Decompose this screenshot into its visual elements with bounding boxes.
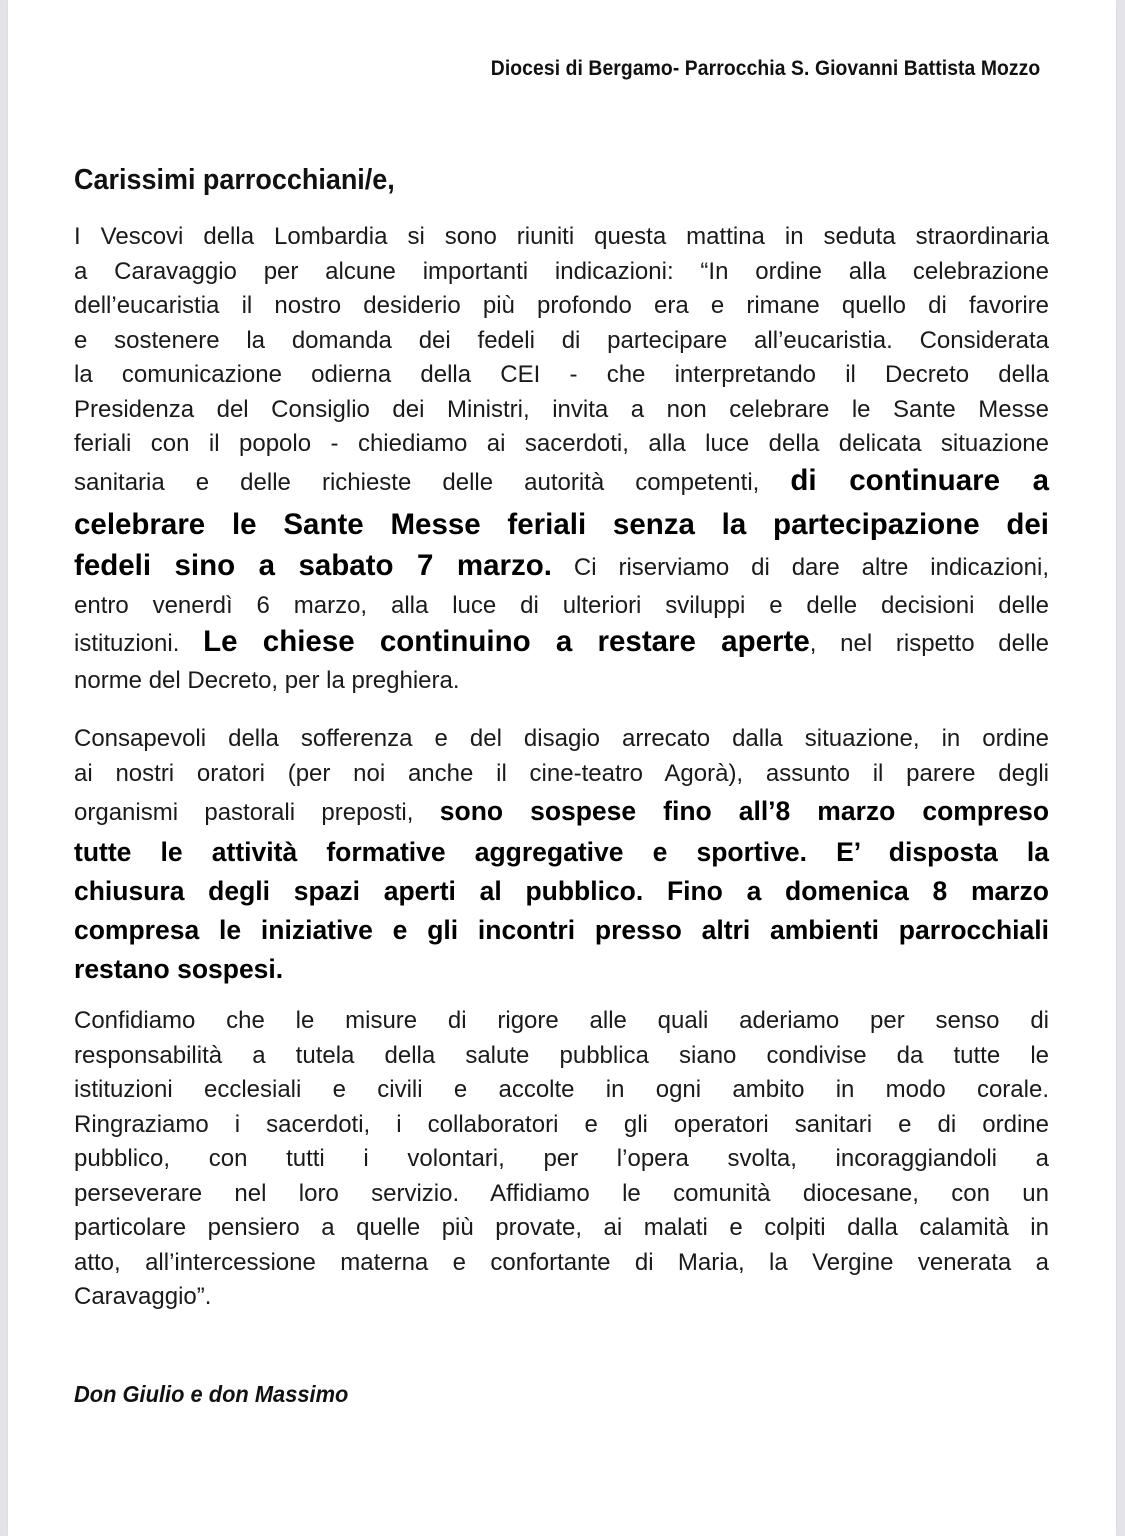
salutation: Carissimi parrocchiani/e, [74,164,395,196]
text-line: Confidiamo che le misure di rigore alle quali aderiamo per senso di [74,1007,1049,1034]
text-line: atto, all’intercessione materna e confortante di Maria, la Vergine venerata a [74,1248,1049,1276]
text-line [74,791,1049,833]
document-page [8,0,1116,1536]
document-header: Diocesi di Bergamo- Parrocchia S. Giovanni Battista Mozzo [490,57,1040,80]
paragraph-1 [74,220,1049,699]
text-line: a Caravaggio per alcune importanti indicazioni: “In ordine alla celebrazione [74,257,1049,285]
text-regular: Ci riserviamo di dare altre indicazioni, [573,553,1050,581]
text-line: particolare pensiero a quelle più provate, ai malati e colpiti dalla calamità in [74,1214,1049,1241]
signature: Don Giulio e don Massimo [74,1381,349,1407]
emphasis-text: fedeli sino a sabato 7 marzo. [74,548,552,582]
text-regular: istituzioni. [74,630,180,657]
text-line: e sostenere la domanda dei fedeli di partecipare all’eucaristia. Considerata [74,326,1049,354]
emphasis-line: chiusura degli spazi aperti al pubblico. Fino a domenica 8 marzo [74,876,1049,906]
text-line: I Vescovi della Lombardia si sono riuniti questa mattina in seduta straordinaria [74,223,1049,250]
emphasis-line: celebrare le Sante Messe feriali senza la partecipazione dei [74,507,1049,541]
text-line: ai nostri oratori (per noi anche il cine-teatro Agorà), assunto il parere degli [74,759,1049,787]
emphasis-line: tutte le attività formative aggregative e sportive. E’ disposta la [74,837,1049,867]
text-line: pubblico, con tutti i volontari, per l’opera svolta, incoraggiandoli a [74,1145,1049,1172]
emphasis-text: di continuare a [790,463,1049,497]
emphasis-text: sono sospese fino all’8 marzo compreso [439,796,1050,826]
text-line: responsabilità a tutela della salute pubblica siano condivise da tutte le [74,1041,1049,1069]
emphasis-text: Le chiese continuino a restare aperte [203,625,810,658]
text-line: istituzioni ecclesiali e civili e accolte in ogni ambito in modo corale. [74,1076,1049,1103]
text-line: la comunicazione odierna della CEI - che interpretando il Decreto della [74,361,1049,388]
paragraph-3 [74,1004,1049,1315]
text-line: entro venerdì 6 marzo, alla luce di ulteriori sviluppi e delle decisioni delle [74,591,1049,619]
text-line: Caravaggio”. [74,1283,212,1310]
text-line: Ringraziamo i sacerdoti, i collaboratori e gli operatori sanitari e di ordine [74,1110,1049,1138]
text-line [74,547,1049,589]
text-line [74,462,1049,503]
text-line [74,623,1049,664]
text-line: dell’eucaristia il nostro desiderio più profondo era e rimane quello di favorire [74,292,1049,319]
text-line: norme del Decreto, per la preghiera. [74,667,460,694]
text-line: feriali con il popolo - chiediamo ai sacerdoti, alla luce della delicata situazione [74,430,1049,457]
text-regular: sanitaria e delle richieste delle autorità competenti, [74,468,760,496]
paragraph-2 [74,722,1049,989]
emphasis-line: compresa le iniziative e gli incontri presso altri ambienti parrocchiali [74,915,1049,945]
text-line: Consapevoli della sofferenza e del disagio arrecato dalla situazione, in ordine [74,725,1049,752]
text-line: perseverare nel loro servizio. Affidiamo le comunità diocesane, con un [74,1179,1049,1207]
text-regular: organismi pastorali preposti, [74,799,414,826]
emphasis-line: restano sospesi. [74,954,284,984]
text-line: Presidenza del Consiglio dei Ministri, invita a non celebrare le Sante Messe [74,395,1049,423]
text-regular: , nel rispetto delle [809,630,1050,657]
